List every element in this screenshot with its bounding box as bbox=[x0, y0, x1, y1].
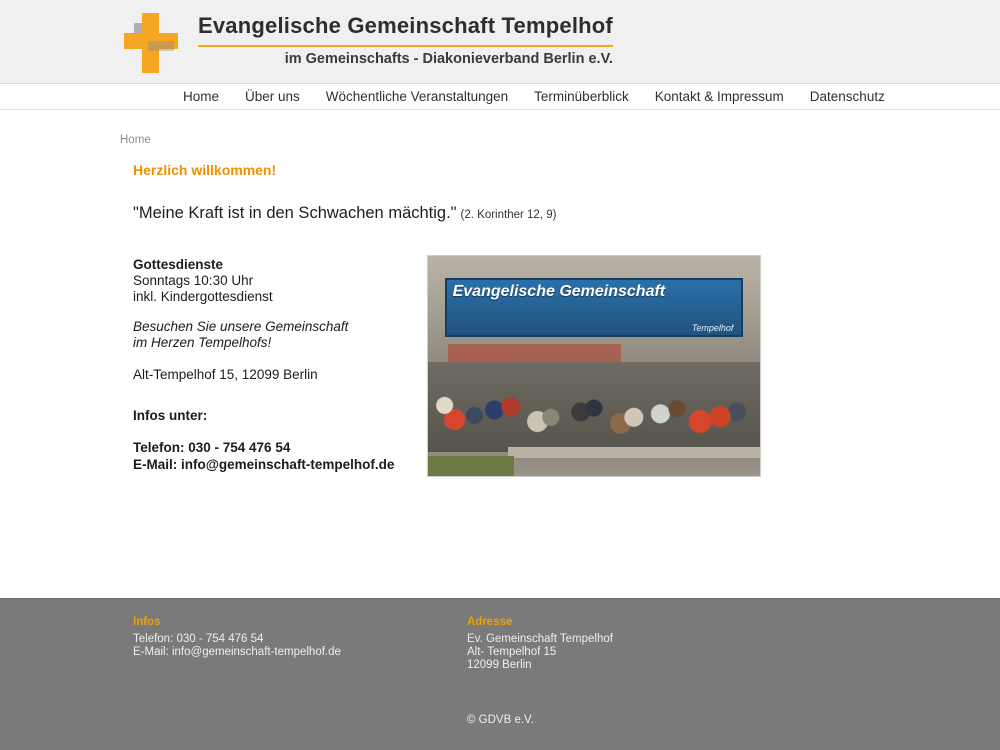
services-kids: inkl. Kindergottesdienst bbox=[133, 289, 273, 304]
bible-verse bbox=[133, 204, 880, 223]
footer-email[interactable]: E-Mail: info@gemeinschaft-tempelhof.de bbox=[133, 646, 341, 658]
footer-columns bbox=[120, 599, 880, 672]
contact-block bbox=[133, 439, 413, 473]
invitation-block bbox=[133, 319, 413, 351]
footer-address-line-1: Ev. Gemeinschaft Tempelhof bbox=[467, 633, 613, 645]
nav-item-datenschutz[interactable]: Datenschutz bbox=[809, 88, 885, 104]
breadcrumb bbox=[120, 110, 880, 148]
infos-heading: Infos unter: bbox=[133, 408, 208, 423]
site-footer bbox=[0, 598, 1000, 750]
page-title: Herzlich willkommen! bbox=[133, 162, 277, 178]
photo-grass bbox=[428, 456, 514, 476]
footer-infos-column bbox=[120, 616, 454, 672]
site-subtitle: im Gemeinschafts - Diakonieverband Berlin e.V. bbox=[198, 45, 613, 67]
bible-verse-reference: (2. Korinther 12, 9) bbox=[460, 209, 557, 221]
header-content bbox=[120, 0, 880, 84]
photo-crowd-front-row bbox=[428, 379, 760, 445]
nav-item-kontakt-impressum[interactable]: Kontakt & Impressum bbox=[654, 88, 784, 104]
header-title-block bbox=[198, 13, 613, 71]
footer-address-line-3: 12099 Berlin bbox=[467, 659, 532, 671]
nav-item-ueber-uns[interactable]: Über uns bbox=[245, 88, 300, 104]
main-navigation bbox=[0, 84, 1000, 110]
orange-cross-logo-icon[interactable] bbox=[120, 11, 182, 73]
footer-copyright-wrap bbox=[120, 714, 880, 726]
main-inner bbox=[120, 148, 880, 477]
invitation-line-2: im Herzen Tempelhofs! bbox=[133, 335, 272, 350]
main-content bbox=[0, 148, 1000, 598]
footer-address-heading: Adresse bbox=[467, 616, 513, 628]
gemeinde-gruppenfoto bbox=[427, 255, 761, 477]
footer-address-column bbox=[454, 616, 613, 672]
footer-address-line-2: Alt- Tempelhof 15 bbox=[467, 646, 557, 658]
photo-sign-subtext: Tempelhof bbox=[691, 323, 734, 334]
nav-items bbox=[120, 84, 885, 110]
breadcrumb-current[interactable]: Home bbox=[120, 134, 151, 146]
info-column bbox=[133, 255, 413, 473]
site-header bbox=[0, 0, 1000, 84]
photo-shop-sign bbox=[445, 278, 744, 337]
services-heading: Gottesdienste bbox=[133, 257, 224, 272]
nav-item-home[interactable]: Home bbox=[183, 88, 220, 104]
nav-item-terminueberblick[interactable]: Terminüberblick bbox=[534, 88, 629, 104]
cross-shadow-2 bbox=[148, 41, 174, 51]
footer-infos-heading: Infos bbox=[133, 616, 161, 628]
bible-verse-text: "Meine Kraft ist in den Schwachen mächtig." bbox=[133, 204, 457, 222]
contact-phone: Telefon: 030 - 754 476 54 bbox=[133, 440, 291, 455]
photo-kerb bbox=[508, 447, 760, 458]
nav-item-woechentliche-veranstaltungen[interactable]: Wöchentliche Veranstaltungen bbox=[325, 88, 509, 104]
photo-sign-text: Evangelische Gemeinschaft bbox=[452, 283, 666, 300]
services-time: Sonntags 10:30 Uhr bbox=[133, 273, 254, 288]
footer-copyright: © GDVB e.V. bbox=[467, 714, 534, 726]
address-line: Alt-Tempelhof 15, 12099 Berlin bbox=[133, 367, 318, 382]
contact-email[interactable]: E-Mail: info@gemeinschaft-tempelhof.de bbox=[133, 457, 395, 472]
footer-phone: Telefon: 030 - 754 476 54 bbox=[133, 633, 264, 645]
site-title: Evangelische Gemeinschaft Tempelhof bbox=[198, 13, 613, 38]
invitation-line-1: Besuchen Sie unsere Gemeinschaft bbox=[133, 319, 349, 334]
content-columns bbox=[133, 255, 880, 477]
